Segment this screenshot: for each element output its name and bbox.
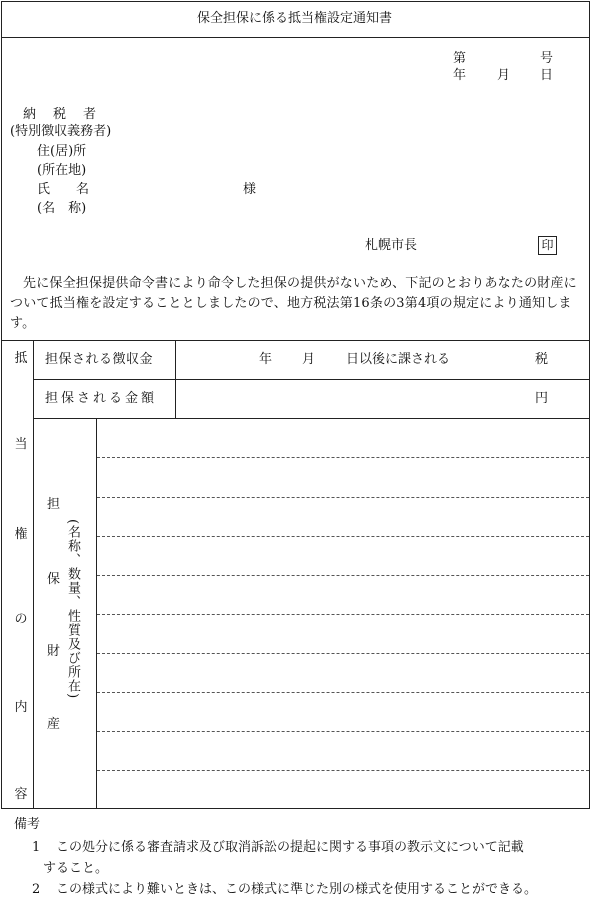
property-label-char: 財	[47, 644, 61, 659]
side-column-line	[33, 340, 34, 809]
property-entry-line	[97, 653, 589, 654]
row1-month: 月	[302, 352, 316, 367]
property-entry-line	[97, 575, 589, 576]
taxpayer-label: 納 税 者	[23, 107, 99, 122]
row2-yen: 円	[535, 391, 549, 406]
row2-label: 担保される金額	[45, 391, 158, 406]
name-alt-label: (名 称)	[37, 201, 87, 216]
note-number: 2	[32, 882, 41, 897]
row1-tax: 税	[535, 352, 549, 367]
property-sub-label: (名称、数量、性質及び所在)	[65, 519, 80, 700]
row2-bottom-line	[33, 418, 590, 419]
date-month: 月	[497, 68, 511, 83]
issuer-mayor: 札幌市長	[365, 238, 418, 253]
property-label-char: 担	[47, 497, 61, 512]
note-text: この様式により難いときは、この様式に準じた別の様式を使用することができる。	[56, 882, 538, 897]
date-day: 日	[540, 68, 554, 83]
honorific-sama: 様	[243, 182, 257, 197]
property-entry-line	[97, 536, 589, 537]
row1-year: 年	[259, 352, 273, 367]
property-entry-line	[97, 614, 589, 615]
side-label-char: 当	[14, 437, 28, 452]
side-label-char: 権	[14, 527, 28, 542]
number-suffix: 号	[540, 51, 554, 66]
title-divider	[1, 37, 590, 38]
side-label-char: 容	[14, 787, 28, 802]
property-entry-line	[97, 457, 589, 458]
row1-day-text: 日以後に課される	[346, 352, 451, 367]
note-text-continued: すること。	[43, 861, 109, 876]
row1-bottom-line	[33, 379, 590, 380]
name-label: 氏 名	[37, 182, 90, 197]
side-label-char: 内	[14, 700, 28, 715]
address-label: 住(居)所	[37, 144, 87, 159]
row1-label: 担保される徴収金	[45, 352, 154, 367]
side-label-char: の	[14, 612, 28, 627]
special-collector-label: (特別徴収義務者)	[10, 124, 112, 139]
location-label: (所在地)	[37, 163, 87, 178]
note-text: この処分に係る審査請求及び取消訴訟の提起に関する事項の教示文について記載	[56, 840, 524, 855]
label-column-line	[175, 340, 176, 418]
property-entry-line	[97, 770, 589, 771]
date-year: 年	[453, 68, 467, 83]
property-label-char: 保	[47, 572, 61, 587]
side-label-char: 抵	[14, 351, 28, 366]
property-entry-line	[97, 731, 589, 732]
property-entry-line	[97, 692, 589, 693]
number-prefix: 第	[453, 51, 467, 66]
property-label-char: 産	[47, 717, 61, 732]
note-number: 1	[32, 840, 41, 855]
table-top-line	[1, 340, 590, 341]
seal-mark: 印	[538, 236, 557, 255]
notice-body: 先に保全担保提供命令書により命令した担保の提供がないため、下記のとおりあなたの財産について抵当権を設定することとしましたので、地方税法第16条の3第4項の規定により通知します。	[10, 276, 577, 331]
notes-heading: 備考	[14, 817, 41, 832]
document-title: 保全担保に係る抵当権設定通知書	[196, 11, 392, 26]
property-entry-line	[97, 497, 589, 498]
